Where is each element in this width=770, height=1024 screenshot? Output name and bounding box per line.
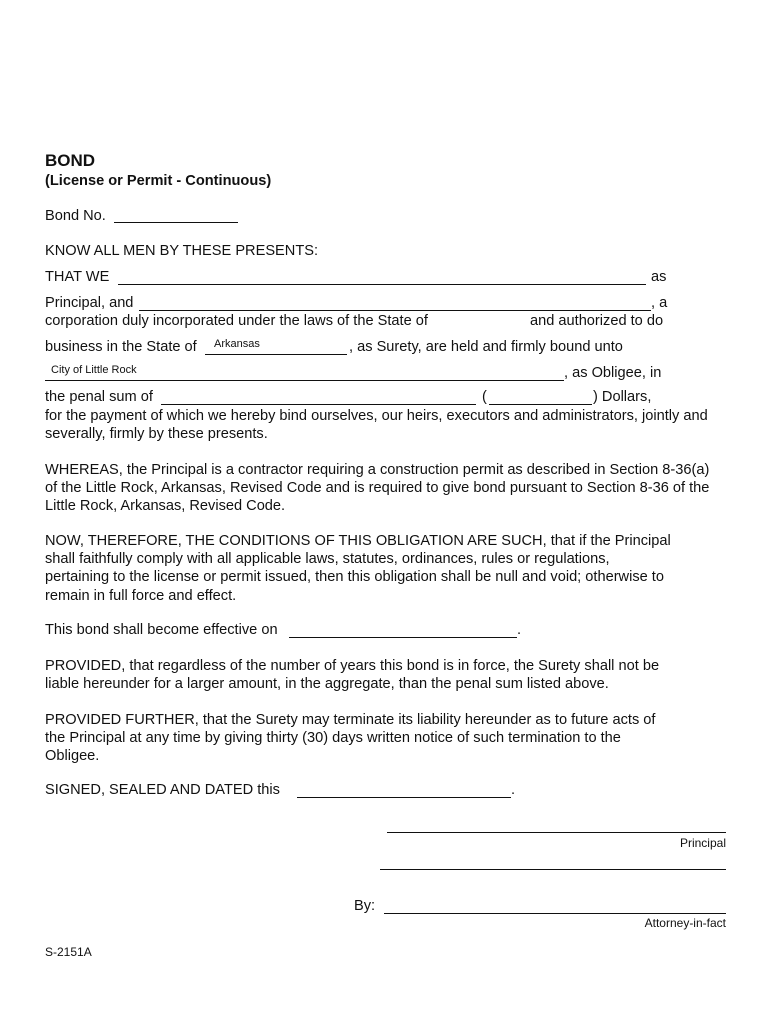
that-we-suffix: as [651,269,667,285]
attorney-signature-line[interactable] [384,913,726,914]
now-therefore-paragraph: NOW, THEREFORE, THE CONDITIONS OF THIS OBLIGATION ARE SUCH, that if the Principal shall faithfully comply with all applicable laws, statutes, ordinances, rules or regulations, pertaining to the license or permit issued, then this obligation shall be null and void; otherwise to remain in full force and effect. [45,533,671,604]
that-we-label: THAT WE [45,269,110,285]
penal-paren-close: ) Dollars, [593,389,652,405]
bond-no-label: Bond No. [45,208,106,224]
authorized-text: and authorized to do [530,313,664,329]
surety-text: , as Surety, are held and firmly bound unto [349,339,623,355]
effective-suffix: . [517,622,522,638]
principal-and-suffix: , a [651,295,668,311]
document-subtitle: (License or Permit - Continuous) [45,173,272,189]
principal-signature-line[interactable] [387,832,726,833]
document-title: BOND [45,151,96,170]
obligee-value: City of Little Rock [51,364,137,376]
signed-date-field[interactable] [297,782,511,798]
bond-no-row [45,208,106,224]
signed-suffix: . [511,782,516,798]
second-signature-line[interactable] [380,869,726,870]
business-label: business in the State of [45,339,197,355]
penal-sum-words-field[interactable] [161,389,476,405]
know-all-heading: KNOW ALL MEN BY THESE PRESENTS: [45,243,319,259]
penal-sum-label: the penal sum of [45,389,153,405]
penal-paren-open: ( [482,389,487,405]
by-label: By: [354,898,376,914]
effective-label: This bond shall become effective on [45,622,278,638]
effective-date-field[interactable] [289,622,517,638]
bond-no-field[interactable] [114,207,238,223]
provided-further-paragraph: PROVIDED FURTHER, that the Surety may terminate its liability hereunder as to future acts of the Principal at any time by giving thirty (30) days written notice of such termination to the Obligee. [45,712,656,765]
surety-name-field[interactable] [139,295,651,311]
corporation-text: corporation duly incorporated under the laws of the State of [45,313,428,329]
principal-name-field[interactable] [118,269,646,285]
obligee-suffix: , as Obligee, in [564,365,662,381]
principal-and-label: Principal, and [45,295,134,311]
provided-paragraph: PROVIDED, that regardless of the number of years this bond is in force, the Surety shall not be liable hereunder for a larger amount, in the aggregate, than the penal sum listed above. [45,658,660,693]
form-number: S-2151A [45,945,92,959]
signed-label: SIGNED, SEALED AND DATED this [45,782,280,798]
whereas-paragraph: WHEREAS, the Principal is a contractor requiring a construction permit as described in Section 8-36(a) of the Little Rock, Arkansas, Revised Code and is required to give bond pursuant to Section 8-36 of the Little Rock, Arkansas, Revised Code. [45,462,710,515]
payment-paragraph: for the payment of which we hereby bind ourselves, our heirs, executors and administrators, jointly and severally, firmly by these presents. [45,408,708,443]
penal-sum-amount-field[interactable] [489,389,592,405]
business-state-value: Arkansas [214,338,260,350]
attorney-label: Attorney-in-fact [644,916,726,930]
principal-signature-label: Principal [679,836,726,850]
